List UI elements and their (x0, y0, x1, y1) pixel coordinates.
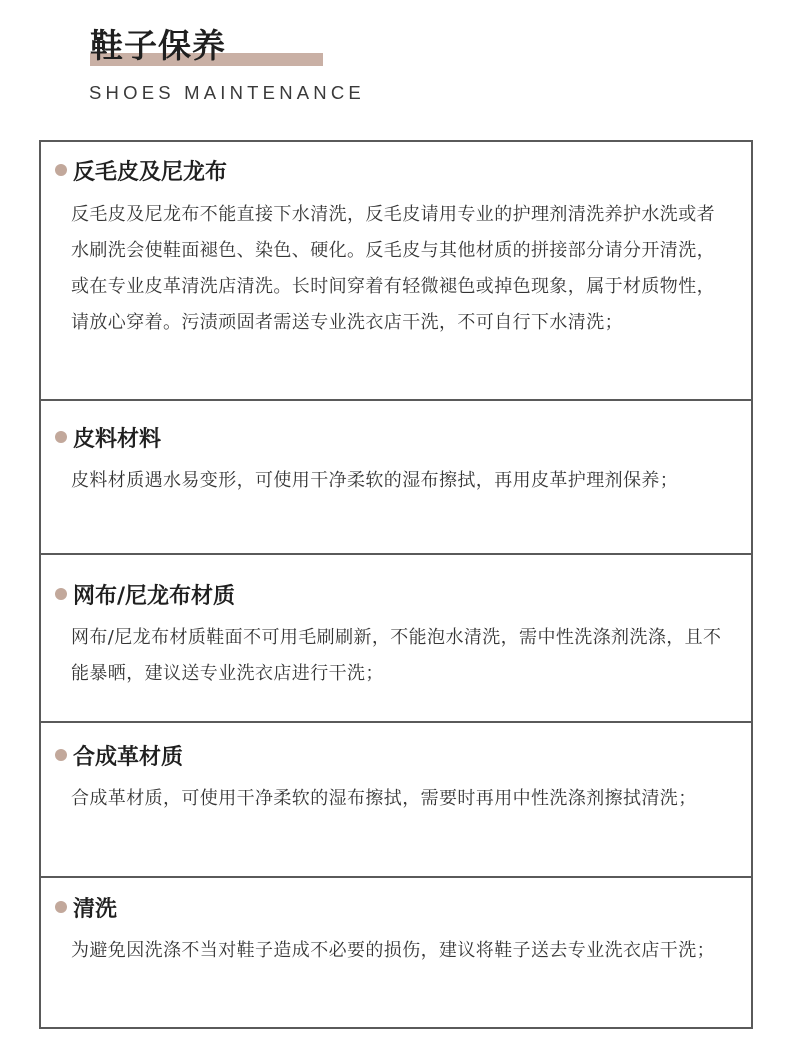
section-body: 反毛皮及尼龙布不能直接下水清洗，反毛皮请用专业的护理剂清洗养护水洗或者水刷洗会使鞋面褪色、染色、硬化。反毛皮与其他材质的拼接部分请分开清洗，或在专业皮革清洗店清洗。长时间穿着有轻微褪色或掉色现象，属于材质物性，请放心穿着。污渍顽固者需送专业洗衣店干洗，不可自行下水清洗； (71, 204, 715, 333)
section-body: 皮料材质遇水易变形，可使用干净柔软的湿布擦拭，再用皮革护理剂保养； (71, 470, 679, 491)
section-title-text: 反毛皮及尼龙布 (73, 160, 228, 185)
section-cleaning (41, 878, 751, 1027)
bullet-dot-icon (55, 164, 67, 176)
section-leather (41, 401, 751, 555)
section-title (55, 425, 161, 455)
section-suede-nylon (41, 142, 751, 401)
section-body: 合成革材质，可使用干净柔软的湿布擦拭，需要时再用中性洗涤剂擦拭清洗； (71, 788, 697, 809)
section-body: 网布/尼龙布材质鞋面不可用毛刷刷新，不能泡水清洗，需中性洗涤剂洗涤，且不能暴晒，建议送专业洗衣店进行干洗； (71, 627, 722, 684)
bullet-dot-icon (55, 749, 67, 761)
page-title: 鞋子保养 (90, 26, 226, 65)
maintenance-panel (39, 140, 753, 1029)
section-title (55, 743, 183, 773)
section-title-text: 合成革材质 (73, 745, 184, 770)
section-title (55, 895, 117, 925)
section-title-text: 清洗 (73, 897, 118, 922)
section-title-text: 皮料材料 (73, 427, 162, 452)
section-synthetic-leather (41, 723, 751, 878)
section-mesh-nylon (41, 555, 751, 723)
section-title (55, 582, 235, 612)
section-title (55, 158, 227, 188)
section-title-text: 网布/尼龙布材质 (73, 584, 236, 609)
section-body: 为避免因洗涤不当对鞋子造成不必要的损伤，建议将鞋子送去专业洗衣店干洗； (71, 940, 715, 961)
bullet-dot-icon (55, 431, 67, 443)
bullet-dot-icon (55, 588, 67, 600)
bullet-dot-icon (55, 901, 67, 913)
page-subtitle: SHOES MAINTENANCE (89, 82, 365, 103)
page-header (0, 0, 790, 120)
